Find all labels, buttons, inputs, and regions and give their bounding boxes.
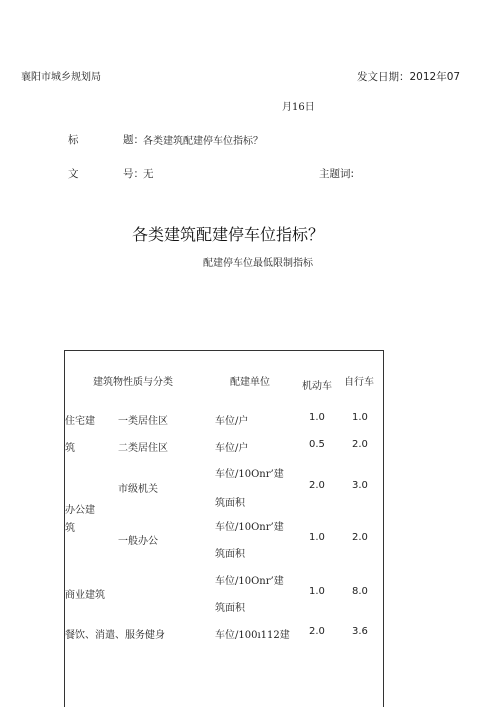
title-value: 各类建筑配建停车位指标？	[143, 136, 263, 147]
table-row-unit-cont: 筑面积	[215, 603, 245, 614]
table-row-bicycle: 1.0	[352, 412, 368, 423]
page-subtitle: 配建停车位最低限制指标	[203, 258, 313, 269]
issue-date-line1: 发文日期：2012年07	[357, 71, 461, 83]
table-row-unit: 车位/100ı112建	[215, 630, 290, 641]
docno-value: 无	[143, 168, 154, 180]
table-row-sub: 市级机关	[118, 484, 158, 495]
title-label-b: 题：	[123, 134, 144, 146]
table-row-bicycle: 8.0	[352, 586, 368, 597]
table-row-motor: 1.0	[309, 532, 325, 543]
table-row-bicycle: 3.6	[352, 626, 368, 637]
table-row-motor: 1.0	[309, 412, 325, 423]
table-row-bicycle: 2.0	[352, 532, 368, 543]
docno-label-a: 文	[68, 168, 79, 180]
table-row-unit: 车位/10Onr’建	[215, 522, 284, 533]
header-bicycle: 自行车	[344, 377, 374, 388]
table-row-unit: 车位/户	[215, 416, 249, 427]
table-row-motor: 0.5	[309, 439, 325, 450]
table-row-unit: 车位/10Onr’建	[215, 469, 284, 480]
header-category: 建筑物性质与分类	[93, 377, 173, 388]
table-row-bicycle: 2.0	[352, 439, 368, 450]
table-row-unit-cont: 筑面积	[215, 498, 245, 509]
issue-date-line2: 月16日	[282, 102, 315, 113]
group-office-a: 办公建	[65, 505, 95, 516]
table-row-unit: 车位/10Onr’建	[215, 576, 284, 587]
header-unit: 配建单位	[230, 377, 270, 388]
subject-label: 主题词:	[319, 168, 355, 180]
table-row-motor: 2.0	[309, 626, 325, 637]
table-row-unit: 车位/户	[215, 443, 249, 454]
parking-standards-table	[64, 350, 384, 707]
title-label-a: 标	[68, 134, 79, 146]
issuer-name: 襄阳市城乡规划局	[21, 72, 101, 83]
header-motor: 机动车	[302, 381, 332, 392]
table-row-sub: 商业建筑	[65, 590, 105, 601]
table-row-sub: 一类居住区	[118, 416, 168, 427]
table-row-sub: 二类居住区	[118, 443, 168, 454]
group-office-b: 筑	[65, 523, 75, 534]
table-row-bicycle: 3.0	[352, 480, 368, 491]
page-title: 各类建筑配建停车位指标？	[131, 225, 324, 244]
docno-label-b: 号：	[123, 168, 144, 180]
group-residential-b: 筑	[65, 443, 75, 454]
group-residential-a: 住宅建	[65, 416, 95, 427]
table-row-sub: 一般办公	[118, 536, 158, 547]
table-row-motor: 1.0	[309, 586, 325, 597]
table-row-unit-cont: 筑面积	[215, 549, 245, 560]
table-row-sub: 餐饮、消遣、服务健身	[65, 630, 165, 641]
table-row-motor: 2.0	[309, 480, 325, 491]
